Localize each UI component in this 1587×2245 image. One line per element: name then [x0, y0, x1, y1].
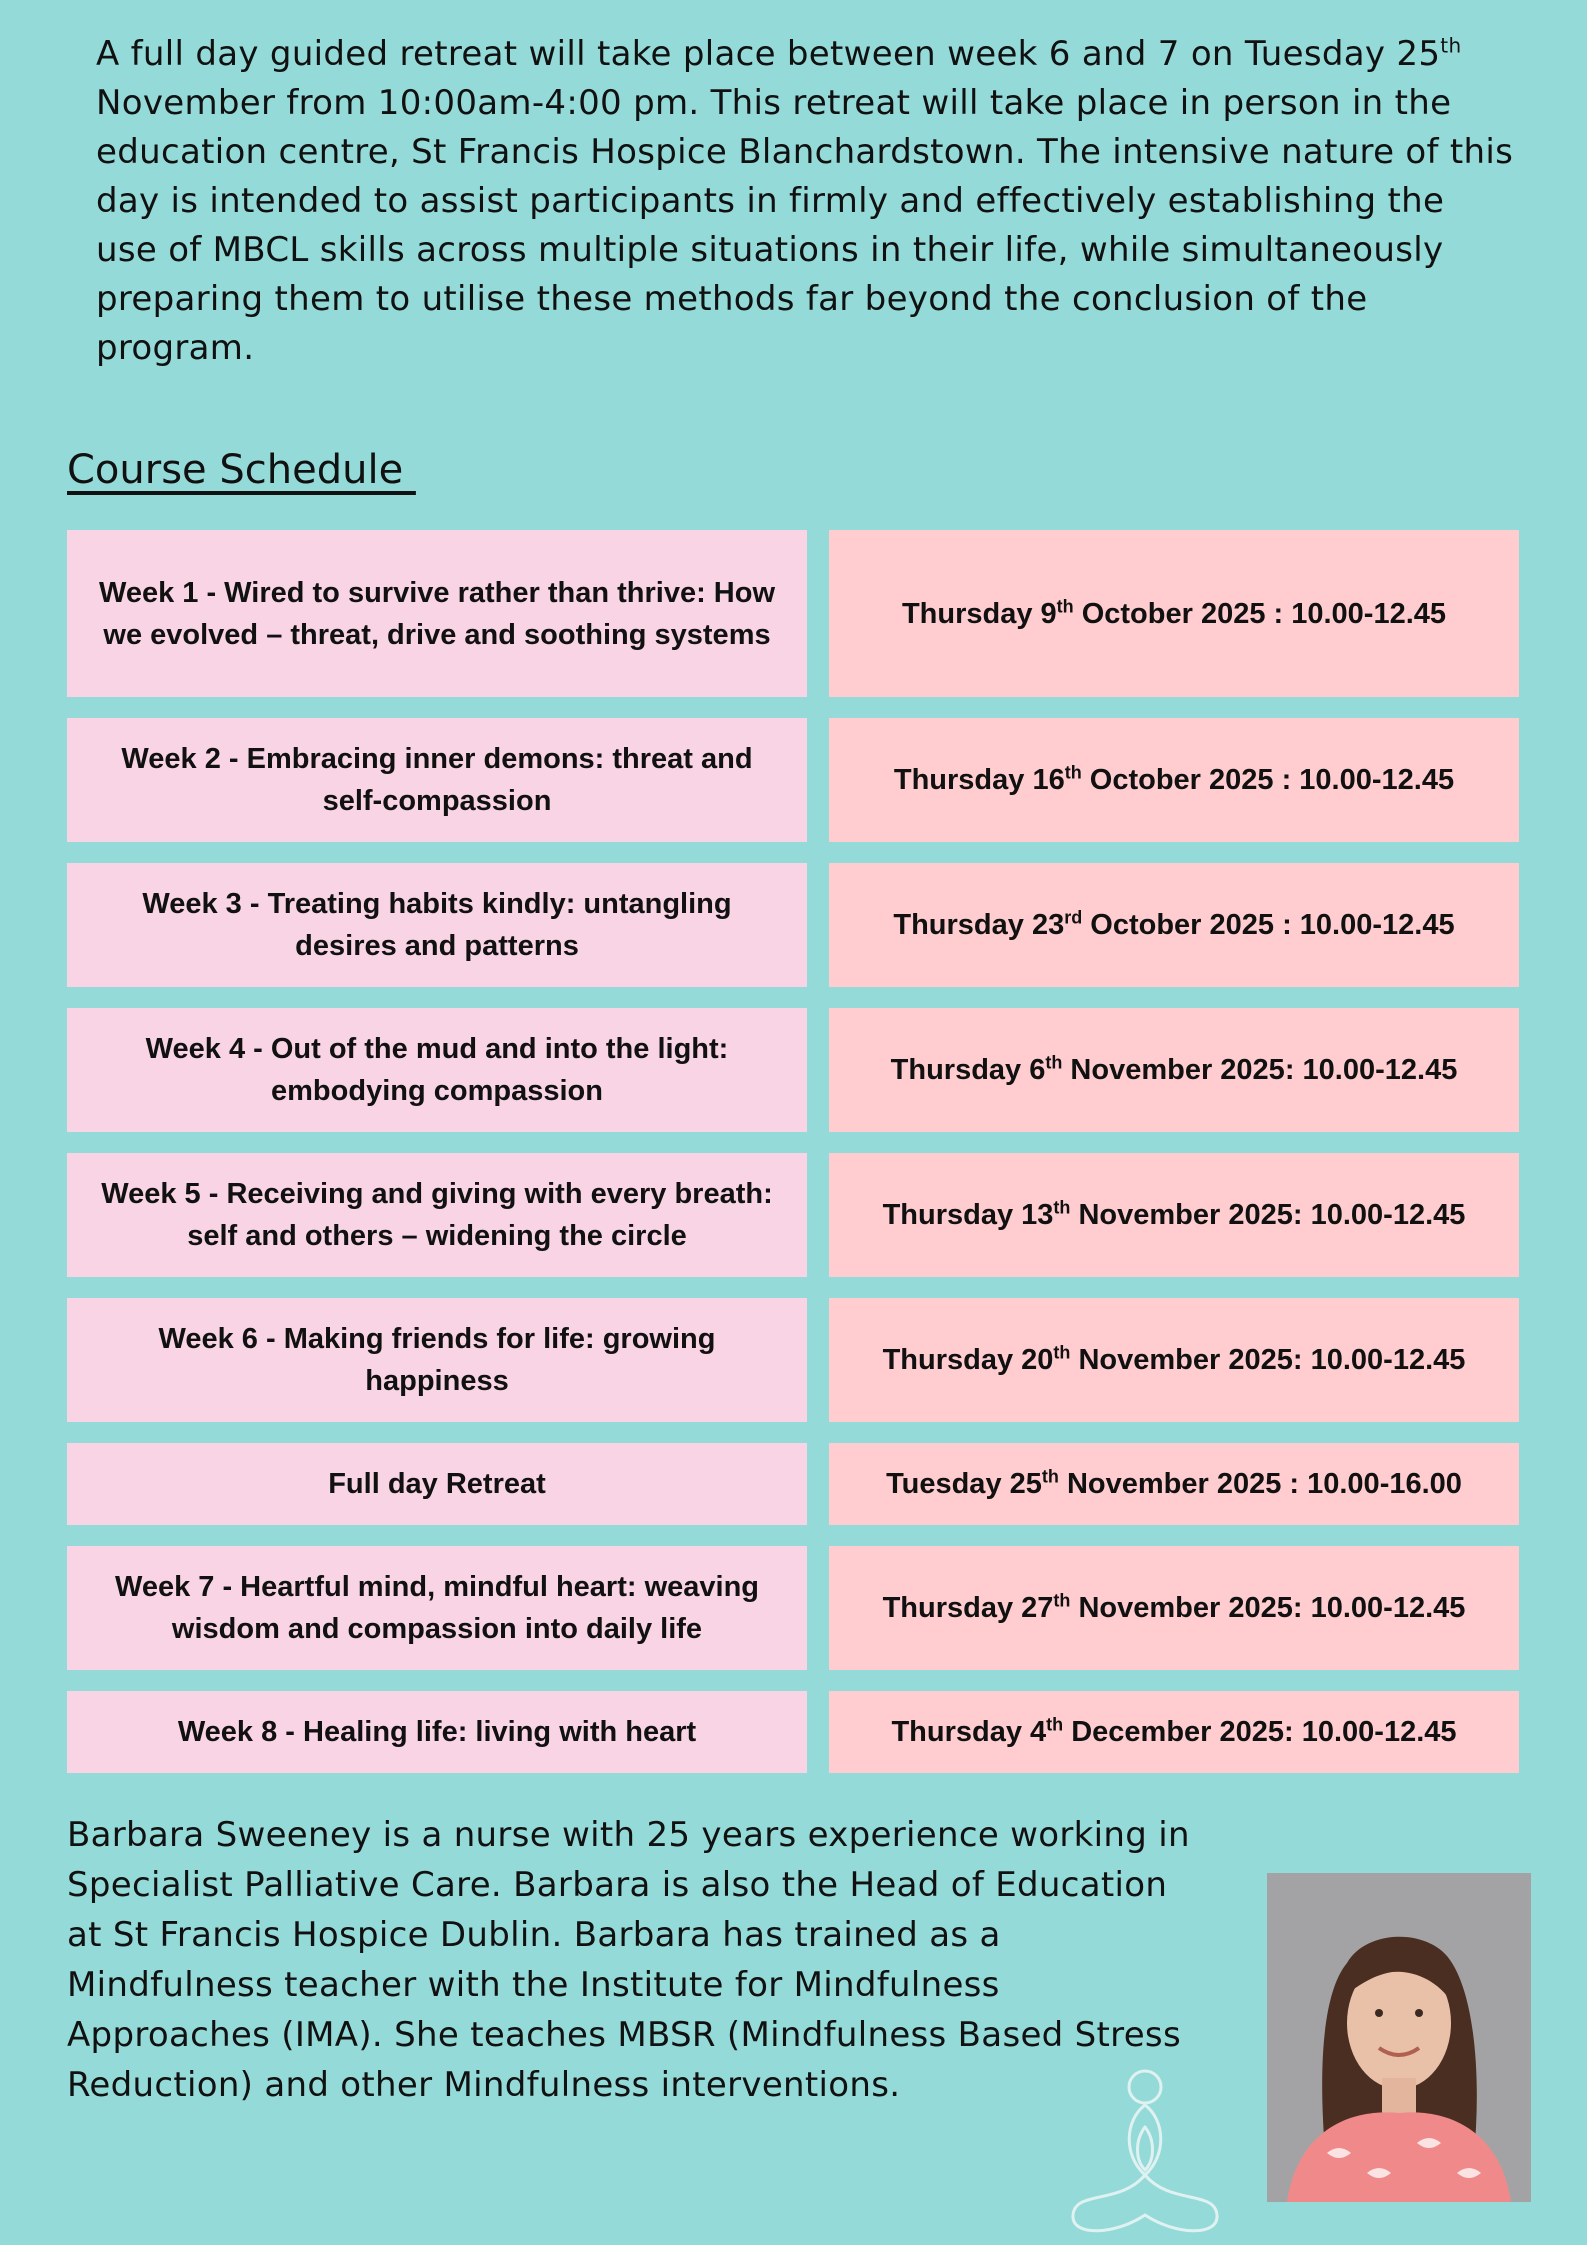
session-date-cell: Thursday 27th November 2025: 10.00-12.45 [829, 1546, 1519, 1670]
session-date-cell: Thursday 6th November 2025: 10.00-12.45 [829, 1008, 1519, 1132]
schedule-row [67, 863, 1519, 987]
schedule-row [67, 1546, 1519, 1670]
week-title-cell: Week 8 - Healing life: living with heart [67, 1691, 807, 1773]
meditation-lotus-icon [1065, 2065, 1225, 2240]
instructor-photo [1267, 1873, 1531, 2202]
week-title-cell: Week 3 - Treating habits kindly: untangling desires and patterns [67, 863, 807, 987]
course-schedule-heading: Course Schedule [67, 447, 416, 493]
schedule-row [67, 1153, 1519, 1277]
session-date-cell: Thursday 20th November 2025: 10.00-12.45 [829, 1298, 1519, 1422]
intro-text-end: November from 10:00am-4:00 pm. This retreat will take place in person in the education centre, St Francis Hospice Blanchardstown. The intensive nature of this day is intended to assist participants in firmly and effectively establishing the use of MBCL skills across multiple situations in their life, while simultaneously preparing them to utilise these methods far beyond the conclusion of the program. [96, 83, 1514, 368]
session-date-cell: Thursday 9th October 2025 : 10.00-12.45 [829, 530, 1519, 697]
session-date-cell: Thursday 16th October 2025 : 10.00-12.45 [829, 718, 1519, 842]
week-title-cell: Week 2 - Embracing inner demons: threat and self-compassion [67, 718, 807, 842]
intro-paragraph [96, 30, 1516, 373]
schedule-row [67, 530, 1519, 697]
intro-ordinal-suffix: th [1440, 33, 1462, 58]
intro-text-start: A full day guided retreat will take place between week 6 and 7 on Tuesday 25 [96, 34, 1441, 74]
week-title-cell: Week 5 - Receiving and giving with every breath: self and others – widening the circle [67, 1153, 807, 1277]
session-date-cell: Thursday 23rd October 2025 : 10.00-12.45 [829, 863, 1519, 987]
week-title-cell: Week 1 - Wired to survive rather than thrive: How we evolved – threat, drive and soothing systems [67, 530, 807, 697]
week-title-cell: Full day Retreat [67, 1443, 807, 1525]
week-title-cell: Week 6 - Making friends for life: growing happiness [67, 1298, 807, 1422]
schedule-row [67, 1691, 1519, 1773]
week-title-cell: Week 7 - Heartful mind, mindful heart: weaving wisdom and compassion into daily life [67, 1546, 807, 1670]
session-date-cell: Thursday 13th November 2025: 10.00-12.45 [829, 1153, 1519, 1277]
course-schedule-table [67, 530, 1519, 1794]
session-date-cell: Thursday 4th December 2025: 10.00-12.45 [829, 1691, 1519, 1773]
session-date-cell: Tuesday 25th November 2025 : 10.00-16.00 [829, 1443, 1519, 1525]
week-title-cell: Week 4 - Out of the mud and into the light: embodying compassion [67, 1008, 807, 1132]
schedule-row [67, 1443, 1519, 1525]
schedule-row [67, 1298, 1519, 1422]
instructor-bio: Barbara Sweeney is a nurse with 25 years experience working in Specialist Palliative Care. Barbara is also the Head of Education at St Francis Hospice Dublin. Barbara has trained as a Mindfulness teacher with the Institute for Mindfulness Approaches (IMA). She teaches MBSR (Mindfulness Based Stress Reduction) and other Mindfulness interventions. [67, 1815, 1190, 2105]
schedule-row [67, 1008, 1519, 1132]
schedule-row [67, 718, 1519, 842]
